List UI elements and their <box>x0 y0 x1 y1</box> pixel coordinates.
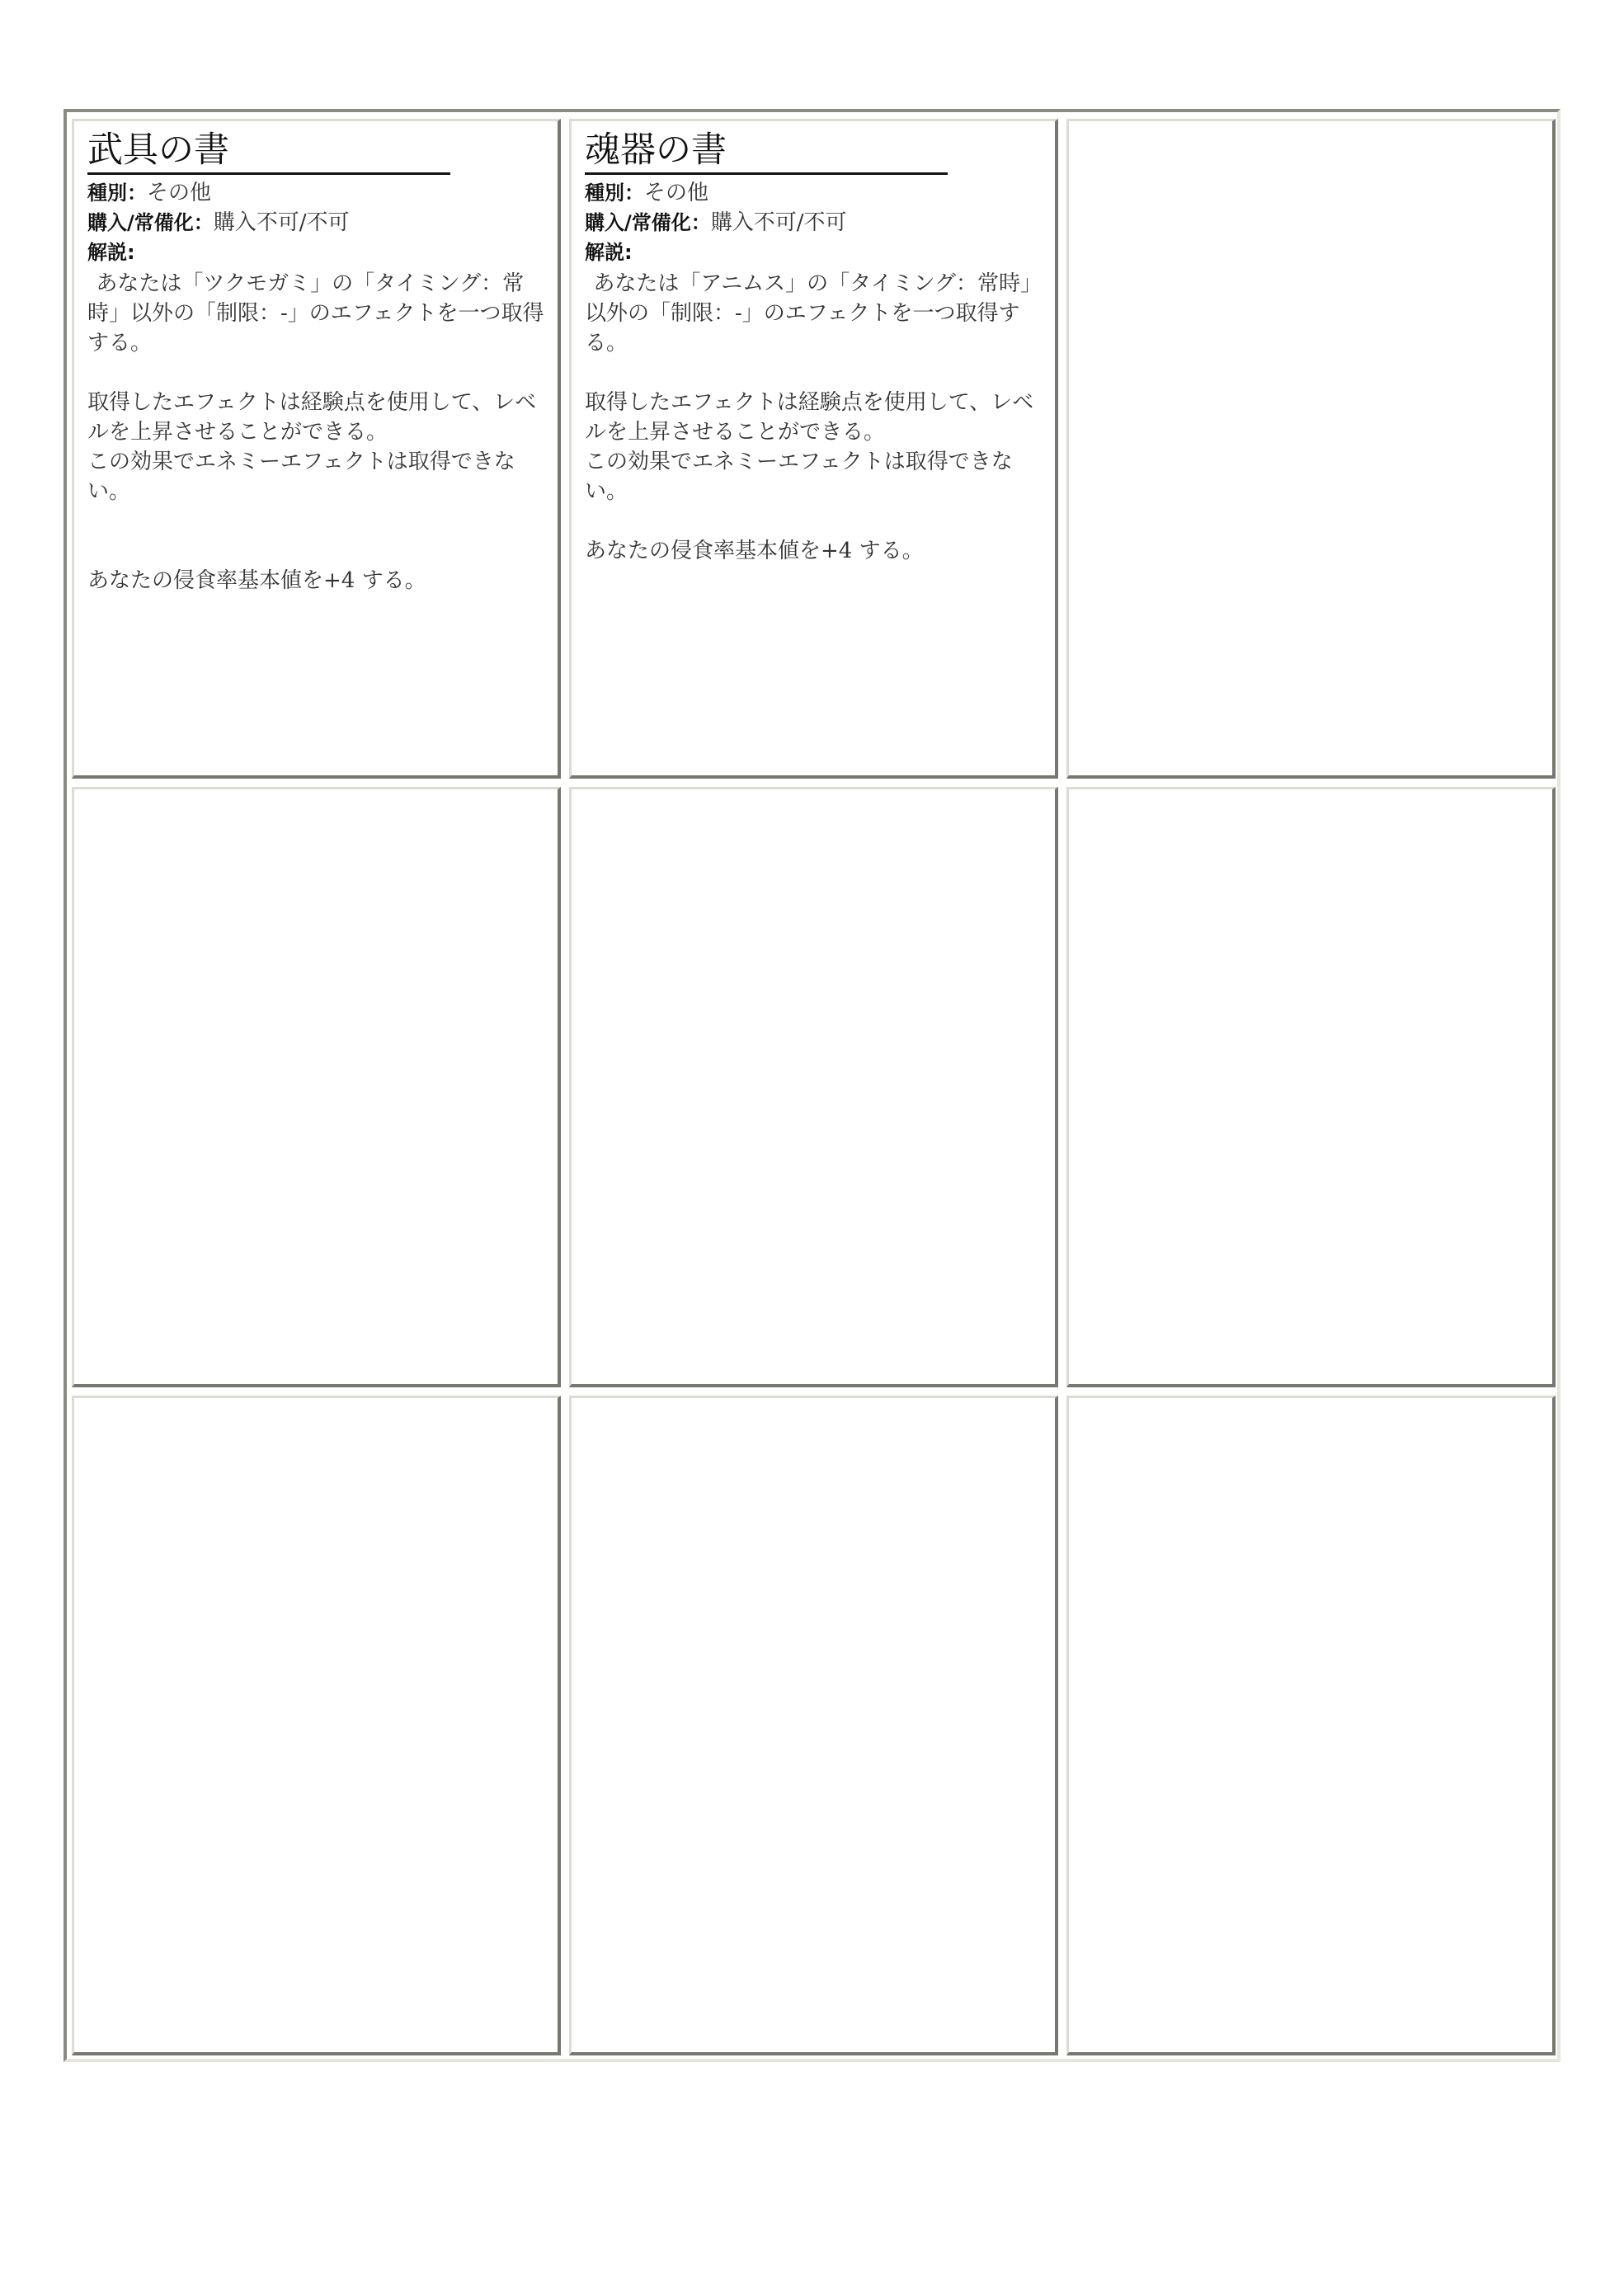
card-cell-5 <box>569 787 1058 1387</box>
card-cell-8 <box>569 1396 1058 2055</box>
purchase-label: 購入/常備化 <box>585 211 691 234</box>
item-card <box>74 121 558 596</box>
desc-label: 解説 <box>87 241 127 264</box>
desc-paragraph: 取得したエフェクトは経験点を使用して、レベルを上昇させることができる。 <box>87 390 537 445</box>
card-sheet <box>64 109 1560 2062</box>
type-value: その他 <box>644 181 709 205</box>
desc-label-row: 解説: <box>87 241 135 264</box>
card-cell-7 <box>72 1396 561 2055</box>
card-cell-3 <box>1066 119 1556 779</box>
card-cell-4 <box>72 787 561 1387</box>
desc-paragraph: この効果でエネミーエフェクトは取得できない。 <box>87 450 515 504</box>
card-title: 武具の書 <box>87 128 450 175</box>
card-cell-6 <box>1066 787 1556 1387</box>
desc-paragraph: あなたの侵食率基本値を+4 する。 <box>87 568 426 593</box>
purchase-value: 購入不可/不可 <box>710 210 847 235</box>
description <box>585 269 1042 566</box>
type-value: その他 <box>147 181 212 205</box>
description <box>87 269 544 596</box>
purchase-value: 購入不可/不可 <box>213 210 350 235</box>
card-cell-9 <box>1066 1396 1556 2055</box>
type-row: 種別：その他 <box>585 181 709 205</box>
card-cell-1 <box>72 119 561 779</box>
type-label: 種別 <box>585 181 624 205</box>
purchase-row: 購入/常備化：購入不可/不可 <box>585 210 847 235</box>
desc-paragraph: この効果でエネミーエフェクトは取得できない。 <box>585 450 1013 504</box>
desc-paragraph: あなたは「ツクモガミ」の「タイミング：常時」以外の「制限：-」のエフェクトを一つ取得する。 <box>87 271 544 355</box>
desc-paragraph: 取得したエフェクトは経験点を使用して、レベルを上昇させることができる。 <box>585 390 1034 445</box>
type-label: 種別 <box>87 181 127 205</box>
desc-paragraph: あなたは「アニムス」の「タイミング：常時」以外の「制限：-」のエフェクトを一つ取得する。 <box>585 271 1032 355</box>
purchase-row: 購入/常備化：購入不可/不可 <box>87 210 350 235</box>
card-title: 魂器の書 <box>585 128 948 175</box>
desc-paragraph: あなたの侵食率基本値を+4 する。 <box>585 539 924 563</box>
card-cell-2 <box>569 119 1058 779</box>
type-row: 種別：その他 <box>87 181 212 205</box>
item-card <box>572 121 1055 566</box>
desc-label: 解説 <box>585 241 624 264</box>
desc-label-row: 解説: <box>585 241 633 264</box>
purchase-label: 購入/常備化 <box>87 211 194 234</box>
